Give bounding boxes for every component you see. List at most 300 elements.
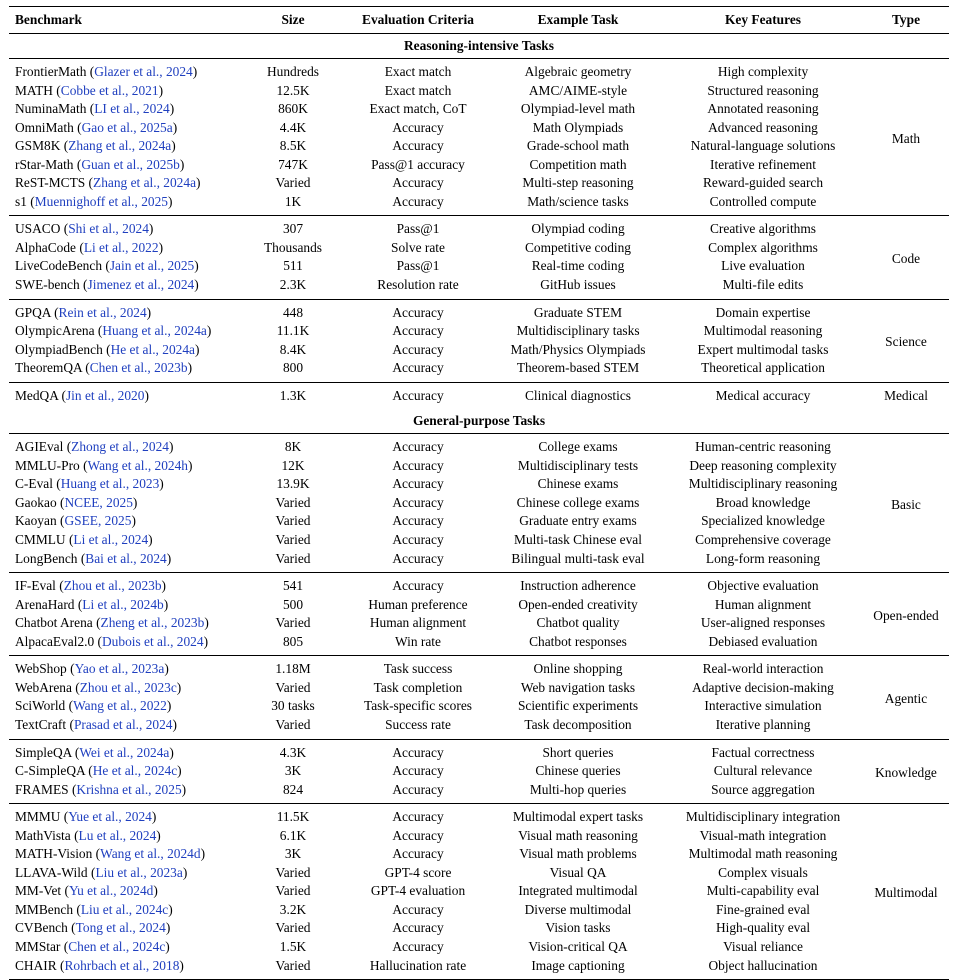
table-row — [9, 697, 949, 716]
table-row — [9, 359, 949, 382]
benchmark-cell: MMStar (Chen et al., 2024c) — [9, 938, 243, 957]
example-task-cell: Multidisciplinary tasks — [493, 322, 663, 341]
example-task-cell: Theorem-based STEM — [493, 359, 663, 382]
example-task-cell: Multi-hop queries — [493, 781, 663, 804]
type-cell: Medical — [863, 382, 949, 409]
table-row — [9, 341, 949, 360]
benchmark-name: AlphaCode — [15, 240, 76, 255]
table-row — [9, 531, 949, 550]
example-task-cell: Integrated multimodal — [493, 882, 663, 901]
benchmark-cell: MMLU-Pro (Wang et al., 2024h) — [9, 457, 243, 476]
benchmark-name: SimpleQA — [15, 745, 72, 760]
table-row — [9, 434, 949, 457]
criteria-cell: Exact match — [343, 82, 493, 101]
key-features-cell: Adaptive decision-making — [663, 679, 863, 698]
benchmark-cell: MathVista (Lu et al., 2024) — [9, 827, 243, 846]
section-title: Reasoning-intensive Tasks — [9, 34, 949, 59]
benchmark-cell: TheoremQA (Chen et al., 2023b) — [9, 359, 243, 382]
table-row — [9, 494, 949, 513]
benchmark-table — [9, 6, 949, 980]
benchmark-name: MMBench — [15, 902, 73, 917]
benchmark-cell: MATH-Vision (Wang et al., 2024d) — [9, 845, 243, 864]
citation-link[interactable]: Cobbe et al., 2021 — [61, 83, 159, 98]
citation-link[interactable]: Tong et al., 2024 — [76, 920, 166, 935]
key-features-cell: Factual correctness — [663, 739, 863, 762]
key-features-cell: Interactive simulation — [663, 697, 863, 716]
example-task-cell: Real-time coding — [493, 257, 663, 276]
criteria-cell: Accuracy — [343, 322, 493, 341]
benchmark-name: MathVista — [15, 828, 71, 843]
benchmark-cell: TextCraft (Prasad et al., 2024) — [9, 716, 243, 739]
section-header-row — [9, 34, 949, 59]
criteria-cell: Accuracy — [343, 573, 493, 596]
size-cell: 8.4K — [243, 341, 343, 360]
example-task-cell: Competitive coding — [493, 239, 663, 258]
benchmark-name: MATH — [15, 83, 53, 98]
criteria-cell: Hallucination rate — [343, 957, 493, 980]
table-row — [9, 322, 949, 341]
table-row — [9, 827, 949, 846]
citation-link[interactable]: Krishna et al., 2025 — [76, 782, 181, 797]
citation-link[interactable]: Wei et al., 2024a — [79, 745, 169, 760]
size-cell: 1.3K — [243, 382, 343, 409]
size-cell: 448 — [243, 299, 343, 322]
criteria-cell: Exact match — [343, 59, 493, 82]
citation-link[interactable]: Zhang et al., 2024a — [93, 175, 196, 190]
key-features-cell: Real-world interaction — [663, 656, 863, 679]
criteria-cell: Accuracy — [343, 434, 493, 457]
benchmark-cell: ArenaHard (Li et al., 2024b) — [9, 596, 243, 615]
example-task-cell: Scientific experiments — [493, 697, 663, 716]
table-header — [9, 7, 949, 34]
example-task-cell: Multimodal expert tasks — [493, 804, 663, 827]
criteria-cell: Human preference — [343, 596, 493, 615]
example-task-cell: GitHub issues — [493, 276, 663, 299]
key-features-cell: Natural-language solutions — [663, 137, 863, 156]
key-features-cell: Controlled compute — [663, 193, 863, 216]
benchmark-name: GSM8K — [15, 138, 60, 153]
criteria-cell: Accuracy — [343, 804, 493, 827]
type-cell: Open-ended — [863, 573, 949, 656]
criteria-cell: Accuracy — [343, 137, 493, 156]
benchmark-name: LiveCodeBench — [15, 258, 102, 273]
key-features-cell: Human-centric reasoning — [663, 434, 863, 457]
benchmark-cell: OlympiadBench (He et al., 2024a) — [9, 341, 243, 360]
table-row — [9, 845, 949, 864]
table-row — [9, 864, 949, 883]
citation-link[interactable]: Yue et al., 2024 — [68, 809, 152, 824]
key-features-cell: Object hallucination — [663, 957, 863, 980]
citation-link[interactable]: Huang et al., 2024a — [102, 323, 207, 338]
benchmark-cell: NuminaMath (LI et al., 2024) — [9, 100, 243, 119]
citation-link[interactable]: Yu et al., 2024d — [69, 883, 153, 898]
size-cell: Varied — [243, 679, 343, 698]
criteria-cell: GPT-4 evaluation — [343, 882, 493, 901]
criteria-cell: Task success — [343, 656, 493, 679]
benchmark-name: OlympiadBench — [15, 342, 103, 357]
example-task-cell: Graduate entry exams — [493, 512, 663, 531]
citation-link[interactable]: Li et al., 2022 — [84, 240, 159, 255]
table-row — [9, 276, 949, 299]
benchmark-cell: MATH (Cobbe et al., 2021) — [9, 82, 243, 101]
citation-link[interactable]: Lu et al., 2024 — [79, 828, 157, 843]
size-cell: Varied — [243, 957, 343, 980]
table-row — [9, 882, 949, 901]
benchmark-name: MMLU-Pro — [15, 458, 80, 473]
type-cell: Agentic — [863, 656, 949, 739]
size-cell: 4.3K — [243, 739, 343, 762]
benchmark-cell: Kaoyan (GSEE, 2025) — [9, 512, 243, 531]
table-row — [9, 919, 949, 938]
type-cell: Basic — [863, 434, 949, 573]
citation-link[interactable]: Bai et al., 2024 — [85, 551, 166, 566]
example-task-cell: Chatbot quality — [493, 614, 663, 633]
key-features-cell: Deep reasoning complexity — [663, 457, 863, 476]
key-features-cell: Expert multimodal tasks — [663, 341, 863, 360]
table-row — [9, 573, 949, 596]
citation-link[interactable]: Gao et al., 2025a — [82, 120, 173, 135]
benchmark-cell: C-SimpleQA (He et al., 2024c) — [9, 762, 243, 781]
citation-link[interactable]: Wang et al., 2024h — [88, 458, 188, 473]
criteria-cell: Accuracy — [343, 845, 493, 864]
table-row — [9, 174, 949, 193]
table-row — [9, 239, 949, 258]
key-features-cell: Broad knowledge — [663, 494, 863, 513]
criteria-cell: Accuracy — [343, 901, 493, 920]
table-row — [9, 804, 949, 827]
citation-link[interactable]: Huang et al., 2023 — [61, 476, 160, 491]
citation-link[interactable]: He et al., 2024a — [111, 342, 195, 357]
benchmark-cell: FRAMES (Krishna et al., 2025) — [9, 781, 243, 804]
table-row — [9, 82, 949, 101]
criteria-cell: Accuracy — [343, 938, 493, 957]
criteria-cell: Pass@1 — [343, 216, 493, 239]
header-type: Type — [863, 7, 949, 34]
benchmark-name: rStar-Math — [15, 157, 74, 172]
table-row — [9, 614, 949, 633]
size-cell: 4.4K — [243, 119, 343, 138]
benchmark-cell: Chatbot Arena (Zheng et al., 2023b) — [9, 614, 243, 633]
benchmark-name: MMStar — [15, 939, 60, 954]
citation-link[interactable]: Wang et al., 2024d — [100, 846, 200, 861]
benchmark-cell: MM-Vet (Yu et al., 2024d) — [9, 882, 243, 901]
size-cell: Thousands — [243, 239, 343, 258]
benchmark-name: WebShop — [15, 661, 67, 676]
criteria-cell: Success rate — [343, 716, 493, 739]
table-row — [9, 656, 949, 679]
benchmark-name: C-Eval — [15, 476, 53, 491]
key-features-cell: Multi-file edits — [663, 276, 863, 299]
benchmark-name: NuminaMath — [15, 101, 86, 116]
benchmark-cell: LiveCodeBench (Jain et al., 2025) — [9, 257, 243, 276]
example-task-cell: Math/science tasks — [493, 193, 663, 216]
criteria-cell: Accuracy — [343, 475, 493, 494]
criteria-cell: Accuracy — [343, 512, 493, 531]
citation-link[interactable]: Liu et al., 2024c — [81, 902, 168, 917]
citation-link[interactable]: Glazer et al., 2024 — [94, 64, 193, 79]
criteria-cell: Pass@1 accuracy — [343, 156, 493, 175]
benchmark-name: WebArena — [15, 680, 72, 695]
table-row — [9, 137, 949, 156]
table-row — [9, 550, 949, 573]
type-cell: Multimodal — [863, 804, 949, 980]
benchmark-name: C-SimpleQA — [15, 763, 85, 778]
citation-link[interactable]: Jain et al., 2025 — [110, 258, 194, 273]
table-row — [9, 119, 949, 138]
benchmark-cell: IF-Eval (Zhou et al., 2023b) — [9, 573, 243, 596]
benchmark-cell: SciWorld (Wang et al., 2022) — [9, 697, 243, 716]
criteria-cell: Accuracy — [343, 193, 493, 216]
criteria-cell: Accuracy — [343, 299, 493, 322]
table-row — [9, 257, 949, 276]
citation-link[interactable]: Zhong et al., 2024 — [71, 439, 169, 454]
size-cell: 30 tasks — [243, 697, 343, 716]
benchmark-name: SWE-bench — [15, 277, 80, 292]
table-row — [9, 716, 949, 739]
citation-link[interactable]: Prasad et al., 2024 — [74, 717, 173, 732]
benchmark-cell: OmniMath (Gao et al., 2025a) — [9, 119, 243, 138]
size-cell: Hundreds — [243, 59, 343, 82]
citation-link[interactable]: Li et al., 2024 — [73, 532, 148, 547]
criteria-cell: Accuracy — [343, 531, 493, 550]
citation-link[interactable]: Li et al., 2024b — [82, 597, 163, 612]
size-cell: 511 — [243, 257, 343, 276]
criteria-cell: Accuracy — [343, 494, 493, 513]
citation-link[interactable]: Jin et al., 2020 — [66, 388, 144, 403]
benchmark-name: SciWorld — [15, 698, 65, 713]
citation-link[interactable]: Shi et al., 2024 — [68, 221, 149, 236]
benchmark-name: MMMU — [15, 809, 60, 824]
benchmark-cell: GPQA (Rein et al., 2024) — [9, 299, 243, 322]
key-features-cell: Comprehensive coverage — [663, 531, 863, 550]
size-cell: 6.1K — [243, 827, 343, 846]
size-cell: 1.5K — [243, 938, 343, 957]
benchmark-name: OmniMath — [15, 120, 74, 135]
citation-link[interactable]: Dubois et al., 2024 — [102, 634, 204, 649]
header-evaluation-criteria: Evaluation Criteria — [343, 7, 493, 34]
size-cell: 3K — [243, 845, 343, 864]
size-cell: 8K — [243, 434, 343, 457]
table-row — [9, 781, 949, 804]
benchmark-name: CVBench — [15, 920, 68, 935]
criteria-cell: Accuracy — [343, 919, 493, 938]
benchmark-cell: USACO (Shi et al., 2024) — [9, 216, 243, 239]
benchmark-cell: s1 (Muennighoff et al., 2025) — [9, 193, 243, 216]
benchmark-cell: Gaokao (NCEE, 2025) — [9, 494, 243, 513]
benchmark-cell: rStar-Math (Guan et al., 2025b) — [9, 156, 243, 175]
key-features-cell: User-aligned responses — [663, 614, 863, 633]
benchmark-name: MATH-Vision — [15, 846, 92, 861]
size-cell: Varied — [243, 494, 343, 513]
citation-link[interactable]: Liu et al., 2023a — [95, 865, 182, 880]
criteria-cell: Pass@1 — [343, 257, 493, 276]
criteria-cell: Accuracy — [343, 174, 493, 193]
criteria-cell: Accuracy — [343, 457, 493, 476]
header-key-features: Key Features — [663, 7, 863, 34]
size-cell: Varied — [243, 550, 343, 573]
citation-link[interactable]: Rohrbach et al., 2018 — [64, 958, 179, 973]
size-cell: 11.1K — [243, 322, 343, 341]
header-benchmark: Benchmark — [9, 7, 243, 34]
key-features-cell: Visual reliance — [663, 938, 863, 957]
benchmark-cell: CHAIR (Rohrbach et al., 2018) — [9, 957, 243, 980]
benchmark-cell: AlpacaEval2.0 (Dubois et al., 2024) — [9, 633, 243, 656]
table-row — [9, 299, 949, 322]
size-cell: 3.2K — [243, 901, 343, 920]
section-header-row — [9, 409, 949, 434]
size-cell: Varied — [243, 174, 343, 193]
citation-link[interactable]: Zhang et al., 2024a — [68, 138, 171, 153]
example-task-cell: Chinese exams — [493, 475, 663, 494]
benchmark-cell: C-Eval (Huang et al., 2023) — [9, 475, 243, 494]
citation-link[interactable]: Muennighoff et al., 2025 — [35, 194, 168, 209]
benchmark-name: Kaoyan — [15, 513, 57, 528]
criteria-cell: Resolution rate — [343, 276, 493, 299]
key-features-cell: Medical accuracy — [663, 382, 863, 409]
example-task-cell: Web navigation tasks — [493, 679, 663, 698]
example-task-cell: Multidisciplinary tests — [493, 457, 663, 476]
benchmark-name: GPQA — [15, 305, 51, 320]
table-row — [9, 901, 949, 920]
criteria-cell: Accuracy — [343, 762, 493, 781]
example-task-cell: Open-ended creativity — [493, 596, 663, 615]
type-cell: Knowledge — [863, 739, 949, 804]
key-features-cell: Annotated reasoning — [663, 100, 863, 119]
example-task-cell: Visual QA — [493, 864, 663, 883]
table-row — [9, 382, 949, 409]
citation-link[interactable]: Rein et al., 2024 — [59, 305, 147, 320]
benchmark-name: AGIEval — [15, 439, 63, 454]
benchmark-cell: LongBench (Bai et al., 2024) — [9, 550, 243, 573]
key-features-cell: Reward-guided search — [663, 174, 863, 193]
citation-link[interactable]: GSEE, 2025 — [64, 513, 131, 528]
example-task-cell: Online shopping — [493, 656, 663, 679]
citation-link[interactable]: Zhou et al., 2023b — [64, 578, 162, 593]
example-task-cell: Clinical diagnostics — [493, 382, 663, 409]
benchmark-cell: SWE-bench (Jimenez et al., 2024) — [9, 276, 243, 299]
size-cell: Varied — [243, 919, 343, 938]
key-features-cell: Multimodal math reasoning — [663, 845, 863, 864]
size-cell: 1.18M — [243, 656, 343, 679]
citation-link[interactable]: Zheng et al., 2023b — [101, 615, 205, 630]
citation-link[interactable]: Chen et al., 2024c — [68, 939, 165, 954]
table-row — [9, 938, 949, 957]
benchmark-cell: WebArena (Zhou et al., 2023c) — [9, 679, 243, 698]
example-task-cell: Multi-task Chinese eval — [493, 531, 663, 550]
benchmark-cell: WebShop (Yao et al., 2023a) — [9, 656, 243, 679]
key-features-cell: Advanced reasoning — [663, 119, 863, 138]
size-cell: 13.9K — [243, 475, 343, 494]
key-features-cell: Iterative planning — [663, 716, 863, 739]
example-task-cell: Chatbot responses — [493, 633, 663, 656]
benchmark-table-container — [9, 6, 949, 980]
table-row — [9, 156, 949, 175]
key-features-cell: Specialized knowledge — [663, 512, 863, 531]
benchmark-cell: CVBench (Tong et al., 2024) — [9, 919, 243, 938]
citation-link[interactable]: NCEE, 2025 — [64, 495, 132, 510]
benchmark-cell: AGIEval (Zhong et al., 2024) — [9, 434, 243, 457]
size-cell: 2.3K — [243, 276, 343, 299]
benchmark-cell: MedQA (Jin et al., 2020) — [9, 382, 243, 409]
criteria-cell: Accuracy — [343, 119, 493, 138]
table-row — [9, 512, 949, 531]
criteria-cell: Task-specific scores — [343, 697, 493, 716]
benchmark-name: ReST-MCTS — [15, 175, 85, 190]
key-features-cell: Debiased evaluation — [663, 633, 863, 656]
citation-link[interactable]: Yao et al., 2023a — [75, 661, 165, 676]
table-row — [9, 957, 949, 980]
citation-link[interactable]: Chen et al., 2023b — [90, 360, 188, 375]
key-features-cell: Complex visuals — [663, 864, 863, 883]
benchmark-name: IF-Eval — [15, 578, 56, 593]
example-task-cell: Graduate STEM — [493, 299, 663, 322]
benchmark-name: s1 — [15, 194, 27, 209]
key-features-cell: Fine-grained eval — [663, 901, 863, 920]
criteria-cell: Solve rate — [343, 239, 493, 258]
benchmark-name: OlympicArena — [15, 323, 95, 338]
size-cell: 12K — [243, 457, 343, 476]
table-body — [9, 34, 949, 980]
size-cell: Varied — [243, 716, 343, 739]
benchmark-cell: MMBench (Liu et al., 2024c) — [9, 901, 243, 920]
size-cell: Varied — [243, 614, 343, 633]
table-row — [9, 100, 949, 119]
benchmark-name: LongBench — [15, 551, 77, 566]
benchmark-name: FrontierMath — [15, 64, 86, 79]
size-cell: 747K — [243, 156, 343, 175]
example-task-cell: Image captioning — [493, 957, 663, 980]
size-cell: Varied — [243, 864, 343, 883]
key-features-cell: Long-form reasoning — [663, 550, 863, 573]
table-row — [9, 739, 949, 762]
benchmark-name: LLAVA-Wild — [15, 865, 88, 880]
key-features-cell: Multidisciplinary reasoning — [663, 475, 863, 494]
example-task-cell: Task decomposition — [493, 716, 663, 739]
criteria-cell: Exact match, CoT — [343, 100, 493, 119]
size-cell: 800 — [243, 359, 343, 382]
example-task-cell: Short queries — [493, 739, 663, 762]
size-cell: Varied — [243, 531, 343, 550]
table-row — [9, 457, 949, 476]
header-example-task: Example Task — [493, 7, 663, 34]
citation-link[interactable]: He et al., 2024c — [93, 763, 177, 778]
header-row — [9, 7, 949, 34]
citation-link[interactable]: Zhou et al., 2023c — [80, 680, 177, 695]
example-task-cell: AMC/AIME-style — [493, 82, 663, 101]
key-features-cell: Theoretical application — [663, 359, 863, 382]
benchmark-name: FRAMES — [15, 782, 69, 797]
citation-link[interactable]: Jimenez et al., 2024 — [88, 277, 195, 292]
criteria-cell: Task completion — [343, 679, 493, 698]
key-features-cell: Complex algorithms — [663, 239, 863, 258]
benchmark-cell: GSM8K (Zhang et al., 2024a) — [9, 137, 243, 156]
example-task-cell: Vision tasks — [493, 919, 663, 938]
key-features-cell: Creative algorithms — [663, 216, 863, 239]
key-features-cell: Iterative refinement — [663, 156, 863, 175]
header-size: Size — [243, 7, 343, 34]
example-task-cell: Olympiad-level math — [493, 100, 663, 119]
size-cell: 3K — [243, 762, 343, 781]
benchmark-cell: AlphaCode (Li et al., 2022) — [9, 239, 243, 258]
size-cell: 307 — [243, 216, 343, 239]
example-task-cell: Math/Physics Olympiads — [493, 341, 663, 360]
citation-link[interactable]: Guan et al., 2025b — [81, 157, 180, 172]
key-features-cell: Objective evaluation — [663, 573, 863, 596]
citation-link[interactable]: Wang et al., 2022 — [73, 698, 167, 713]
citation-link[interactable]: LI et al., 2024 — [94, 101, 170, 116]
table-row — [9, 193, 949, 216]
size-cell: 805 — [243, 633, 343, 656]
